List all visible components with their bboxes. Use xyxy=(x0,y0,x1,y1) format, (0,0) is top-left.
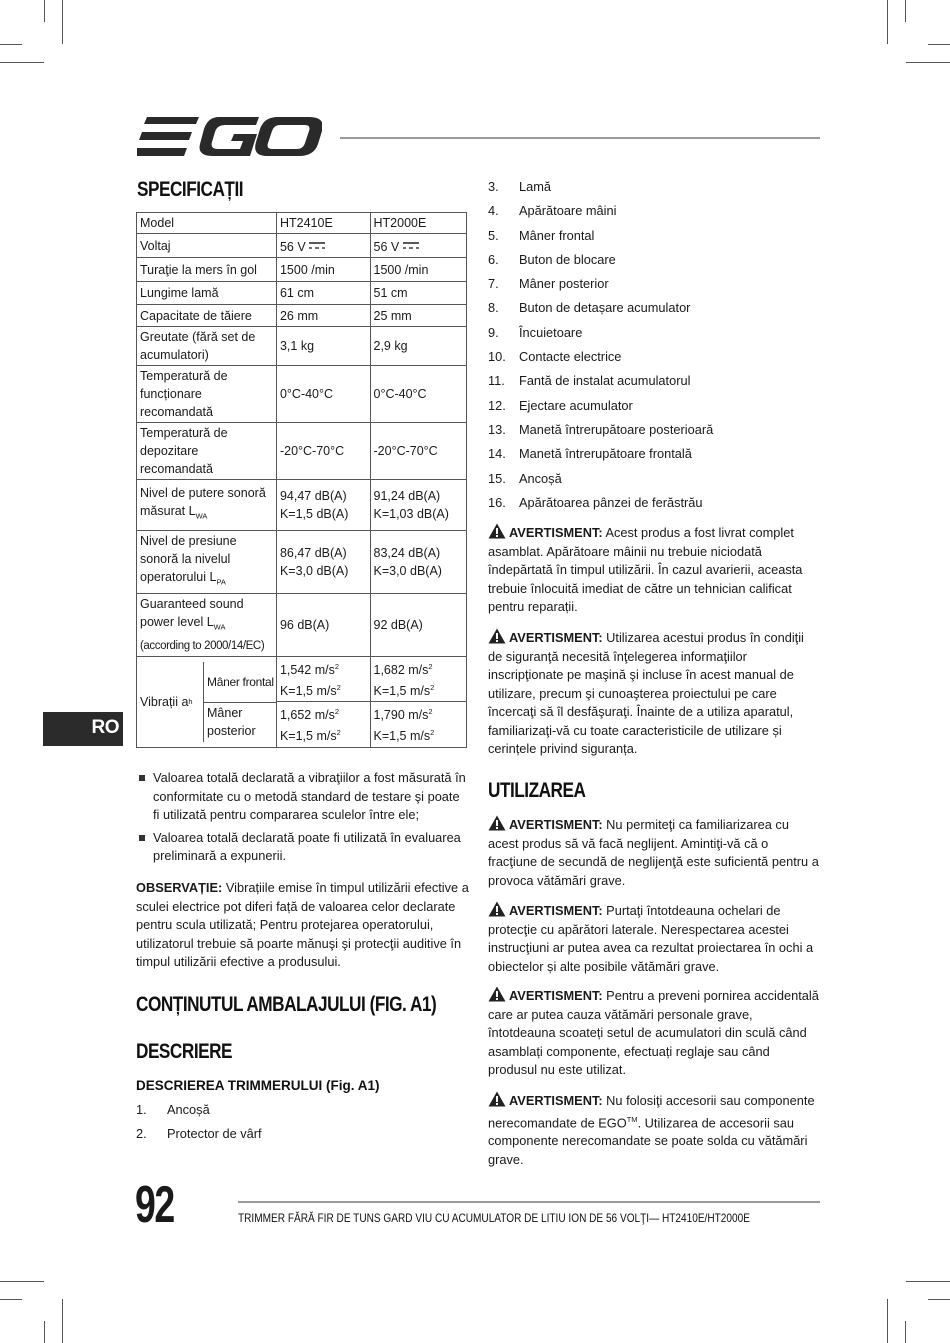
warning-triangle-icon xyxy=(488,986,506,1002)
value-cell xyxy=(276,657,370,702)
item-number: 2. xyxy=(136,1126,147,1142)
list-item xyxy=(488,418,818,442)
value-cell xyxy=(370,657,467,702)
superscript: 2 xyxy=(430,683,435,693)
superscript: 2 xyxy=(334,707,340,717)
list-item xyxy=(488,491,818,515)
value-text: K=1,5 m/s xyxy=(373,729,431,744)
warning-text: . Utilizarea de accesorii sau componente nerecomandate se poate solda cu vătămări grave. xyxy=(488,1114,808,1167)
warning-block xyxy=(488,901,820,976)
table-row xyxy=(137,327,467,366)
label-text: Guaranteed sound power level L xyxy=(140,596,244,629)
row-label: Greutate (fără set de acumulatori) xyxy=(137,327,277,366)
crop-mark xyxy=(928,44,950,45)
note-paragraph xyxy=(136,879,470,972)
warning-triangle-icon xyxy=(488,901,506,917)
header-rule xyxy=(340,137,820,139)
label-text: Nivel de presiune sonoră la nivelul operatorului L xyxy=(140,534,237,584)
item-number: 11. xyxy=(488,373,505,389)
value-cell: 25 mm xyxy=(370,305,467,327)
item-number: 12. xyxy=(488,397,506,413)
item-number: 8. xyxy=(488,300,499,316)
subscript: PA xyxy=(216,577,226,587)
table-row xyxy=(137,282,467,305)
footer-rule xyxy=(238,1201,820,1203)
table-row xyxy=(137,657,467,702)
page-number: 92 xyxy=(135,1176,174,1234)
warning-label: AVERTISMENT: xyxy=(509,1093,603,1108)
trimmer-description-subheading: DESCRIEREA TRIMMERULUI (Fig. A1) xyxy=(136,1078,380,1093)
warning-label: AVERTISMENT: xyxy=(509,525,603,540)
value-cell xyxy=(276,480,370,531)
value-cell: 0°C-40°C xyxy=(276,366,370,423)
header-cell: HT2000E xyxy=(370,213,467,234)
warning-text: Purtaţi întotdeauna ochelari de protecţie cu apărători laterale. Nerespectarea acestei instrucţiuni ar putea avea ca rezultat proiectarea în ochi a obiectelor și alte posibile vătămări grave. xyxy=(488,903,814,974)
value-text: K=3,0 dB(A) xyxy=(279,563,349,578)
list-item xyxy=(488,345,818,369)
value-text: 1,542 m/s xyxy=(279,663,335,678)
value-cell: 26 mm xyxy=(276,305,370,327)
parts-list-right xyxy=(488,175,818,515)
item-number: 7. xyxy=(488,276,499,292)
superscript: 2 xyxy=(334,662,340,671)
header-cell: HT2410E xyxy=(276,213,370,234)
item-text: Buton de blocare xyxy=(519,251,616,267)
row-label: Lungime lamă xyxy=(137,282,277,305)
item-text: Contacte electrice xyxy=(519,349,622,365)
item-number: 13. xyxy=(488,421,506,437)
row-label: Turaţie la mers în gol xyxy=(137,258,277,282)
warning-block xyxy=(488,628,820,759)
warning-triangle-icon xyxy=(488,628,506,644)
value-text: K=1,5 m/s xyxy=(373,684,431,699)
list-item xyxy=(488,296,818,320)
row-label: Capacitate de tăiere xyxy=(137,305,277,327)
usage-heading: UTILIZAREA xyxy=(488,779,586,802)
vibration-notes xyxy=(137,769,469,870)
table-row xyxy=(137,305,467,327)
spec-table xyxy=(136,212,467,748)
warning-text: Pentru a preveni pornirea accidentală care ar putea cauza vătămări personale grave, întotdeauna scoateți setul de acumulatori din sculă când asamblați componente, efectuați reglaje sau când produsul nu este utilizat. xyxy=(488,988,819,1077)
warning-block xyxy=(488,523,820,617)
warning-triangle-icon xyxy=(488,1091,506,1107)
warning-text: Nu permiteţi ca familiarizarea cu acest produs să vă facă neglijent. Amintiţi-vă că o fracţiune de secundă de neglijenţă este suficientă pentru a provoca vătămări grave. xyxy=(488,817,819,888)
vibratii-label xyxy=(137,662,204,742)
warning-block xyxy=(488,815,820,890)
warning-label: AVERTISMENT: xyxy=(509,630,603,645)
list-item xyxy=(488,199,818,223)
description-heading: DESCRIERE xyxy=(136,1040,233,1063)
label-note: (according to 2000/14/EC) xyxy=(140,640,265,652)
language-tab xyxy=(43,712,123,746)
value-text: 56 V xyxy=(279,240,306,254)
value-text: K=3,0 dB(A) xyxy=(373,563,442,578)
value-cell: -20°C-70°C xyxy=(276,423,370,480)
subscript: h xyxy=(188,696,193,706)
warning-label: AVERTISMENT: xyxy=(509,903,603,918)
note-label: OBSERVAȚIE: xyxy=(136,880,223,895)
value-cell: 2,9 kg xyxy=(370,327,467,366)
trademark: TM xyxy=(626,1114,638,1124)
crop-mark xyxy=(0,1281,44,1282)
list-item xyxy=(136,1098,456,1122)
item-text: Lamă xyxy=(519,179,552,194)
value-text: K=1,5 m/s xyxy=(279,684,337,699)
item-number: 1. xyxy=(136,1102,147,1117)
value-cell: 3,1 kg xyxy=(276,327,370,366)
crop-mark xyxy=(887,1299,888,1343)
row-label xyxy=(137,657,277,748)
list-item xyxy=(136,1122,456,1146)
item-number: 16. xyxy=(488,494,506,510)
sub-label: Mâner posterior xyxy=(207,706,256,739)
superscript: 2 xyxy=(428,707,433,717)
value-text: K=1,5 dB(A) xyxy=(279,507,349,521)
crop-mark xyxy=(906,1281,950,1282)
value-cell xyxy=(370,702,467,747)
value-cell xyxy=(370,480,467,531)
item-number: 5. xyxy=(488,227,499,243)
item-text: Ancoșă xyxy=(167,1102,210,1117)
list-item: Valoarea totală declarată a vibraţiilor a fost măsurată în conformitate cu o metodă standard de testare şi poate fi utilizată pentru compararea sculelor între ele; xyxy=(137,769,469,825)
item-number: 10. xyxy=(488,349,506,365)
item-text: Ejectare acumulator xyxy=(519,397,633,413)
language-tab-label: RO xyxy=(91,717,119,738)
footer-title: TRIMMER FĂRĂ FIR DE TUNS GARD VIU CU ACUMULATOR DE LITIU ION DE 56 VOLŢI— HT2410E/HT2000E xyxy=(238,1211,750,1225)
warning-text: Acest produs a fost livrat complet asamblat. Apărătoare mâinii nu trebuie niciodată îndepărtată în timpul utilizării. În cazul avarierii, aceasta trebuie înlocuită imediat de către un tehnician calificat pentru reparații. xyxy=(488,525,803,614)
item-text: Protector de vârf xyxy=(167,1126,262,1142)
table-row xyxy=(137,593,467,657)
crop-mark xyxy=(887,0,888,44)
row-label: Temperatură de funcționare recomandată xyxy=(137,366,277,423)
superscript: 2 xyxy=(430,728,435,738)
package-contents-heading: CONȚINUTUL AMBALAJULUI (FIG. A1) xyxy=(136,993,437,1016)
item-number: 6. xyxy=(488,251,499,267)
row-label: Voltaj xyxy=(137,234,277,258)
item-text: Mâner frontal xyxy=(519,227,595,243)
item-number: 3. xyxy=(488,179,499,194)
crop-mark xyxy=(905,1321,906,1343)
value-cell xyxy=(276,234,370,258)
table-row xyxy=(137,258,467,282)
crop-mark xyxy=(905,0,906,22)
subscript: WA xyxy=(213,622,226,631)
row-label: Temperatură de depozitare recomandată xyxy=(137,423,277,480)
superscript: 2 xyxy=(336,683,341,693)
value-cell: 96 dB(A) xyxy=(276,593,370,657)
row-label xyxy=(137,531,277,594)
parts-list-left xyxy=(136,1098,456,1147)
value-cell: 51 cm xyxy=(370,282,467,305)
list-item xyxy=(488,272,818,296)
list-item xyxy=(488,369,818,393)
crop-mark xyxy=(44,0,45,22)
value-text: K=1,03 dB(A) xyxy=(373,507,449,521)
table-row xyxy=(137,213,467,234)
dc-symbol-icon xyxy=(403,242,419,252)
warning-label: AVERTISMENT: xyxy=(509,988,603,1003)
table-row xyxy=(137,423,467,480)
value-cell: 92 dB(A) xyxy=(370,593,467,657)
item-number: 15. xyxy=(488,470,506,486)
table-row xyxy=(137,234,467,258)
value-text: 91,24 dB(A) xyxy=(373,489,441,503)
crop-mark xyxy=(0,44,22,45)
item-text: Ancoșă xyxy=(519,470,562,486)
list-item xyxy=(488,321,818,345)
value-cell: -20°C-70°C xyxy=(370,423,467,480)
item-text: Mâner posterior xyxy=(519,276,609,292)
value-text: 1,652 m/s xyxy=(279,708,335,723)
value-text: 86,47 dB(A) xyxy=(279,545,347,560)
value-text: K=1,5 m/s xyxy=(279,729,337,744)
item-number: 9. xyxy=(488,324,499,340)
value-cell: 0°C-40°C xyxy=(370,366,467,423)
warning-triangle-icon xyxy=(488,815,506,831)
row-label xyxy=(137,593,277,657)
crop-mark xyxy=(44,1321,45,1343)
item-text: Apărătoare mâini xyxy=(519,203,617,219)
warning-triangle-icon xyxy=(488,523,506,539)
value-cell: 1500 /min xyxy=(370,258,467,282)
value-text: 94,47 dB(A) xyxy=(279,489,347,503)
superscript: 2 xyxy=(428,662,433,671)
value-text: 1,790 m/s xyxy=(373,708,429,723)
note-text: Vibrațiile emise în timpul utilizării efective a sculei electrice pot diferi față de valoarea celor declarate pentru scula utilizată; Pentru protejarea operatorului, utilizatorul trebuie să poarte mănuşi şi protecţii auditive în timpul utilizării efective a produsului. xyxy=(136,880,469,969)
item-text: Buton de detașare acumulator xyxy=(519,300,691,316)
table-row xyxy=(137,366,467,423)
list-item xyxy=(488,394,818,418)
subscript: WA xyxy=(195,511,208,521)
item-text: Manetă întrerupătoare posterioară xyxy=(519,421,714,437)
value-text: 83,24 dB(A) xyxy=(373,545,441,560)
warning-block xyxy=(488,1091,820,1169)
warning-text: Nu folosiţi accesorii sau componente nerecomandate de EGO xyxy=(488,1093,815,1130)
value-text: 1,682 m/s xyxy=(373,663,429,678)
list-item xyxy=(488,248,818,272)
warning-block xyxy=(488,986,820,1080)
list-item: Valoarea totală declarată poate fi utilizată în evaluarea preliminară a expunerii. xyxy=(137,829,469,866)
warning-label: AVERTISMENT: xyxy=(509,817,603,832)
table-row xyxy=(137,531,467,594)
value-text: 56 V xyxy=(373,240,400,254)
crop-mark xyxy=(62,1299,63,1343)
list-item xyxy=(488,467,818,491)
item-text: Manetă întrerupătoare frontală xyxy=(519,446,692,462)
item-text: Fantă de instalat acumulatorul xyxy=(519,373,691,389)
list-item xyxy=(488,442,818,466)
header-cell: Model xyxy=(137,213,277,234)
dc-symbol-icon xyxy=(309,242,325,252)
crop-mark xyxy=(906,62,950,63)
row-label xyxy=(137,480,277,531)
crop-mark xyxy=(62,0,63,44)
value-cell xyxy=(276,702,370,747)
list-item xyxy=(488,175,818,199)
value-cell xyxy=(370,531,467,594)
value-cell xyxy=(276,531,370,594)
value-cell xyxy=(370,234,467,258)
superscript: 2 xyxy=(336,728,341,738)
crop-mark xyxy=(928,1299,950,1300)
warning-text: Utilizarea acestui produs în condiţii de siguranţă necesită înţelegerea informaţiilor inscripţionate pe maşină şi incluse în acest manual de utilizare, precum şi cunoaşterea proiectului pe care încercaţi să îl desfăşuraţi. Înainte de a utiliza aparatul, familiarizaţi-vă cu toate caracteristicile de utilizare și cerințele privind siguranța. xyxy=(488,630,804,756)
item-text: Apărătoarea pânzei de ferăstrău xyxy=(519,494,703,510)
label-text: Nivel de putere sonoră măsurat L xyxy=(140,486,266,519)
value-cell: 61 cm xyxy=(276,282,370,305)
spec-heading: SPECIFICAȚII xyxy=(137,178,244,201)
table-row xyxy=(137,480,467,531)
ego-logo xyxy=(137,115,322,159)
item-number: 14. xyxy=(488,446,506,462)
crop-mark xyxy=(0,62,44,63)
label-text: Vibrații a xyxy=(140,694,189,709)
list-item xyxy=(488,224,818,248)
item-number: 4. xyxy=(488,203,499,219)
value-cell: 1500 /min xyxy=(276,258,370,282)
item-text: Încuietoare xyxy=(519,324,583,340)
sub-label: Mâner frontal xyxy=(204,662,276,703)
crop-mark xyxy=(0,1299,22,1300)
